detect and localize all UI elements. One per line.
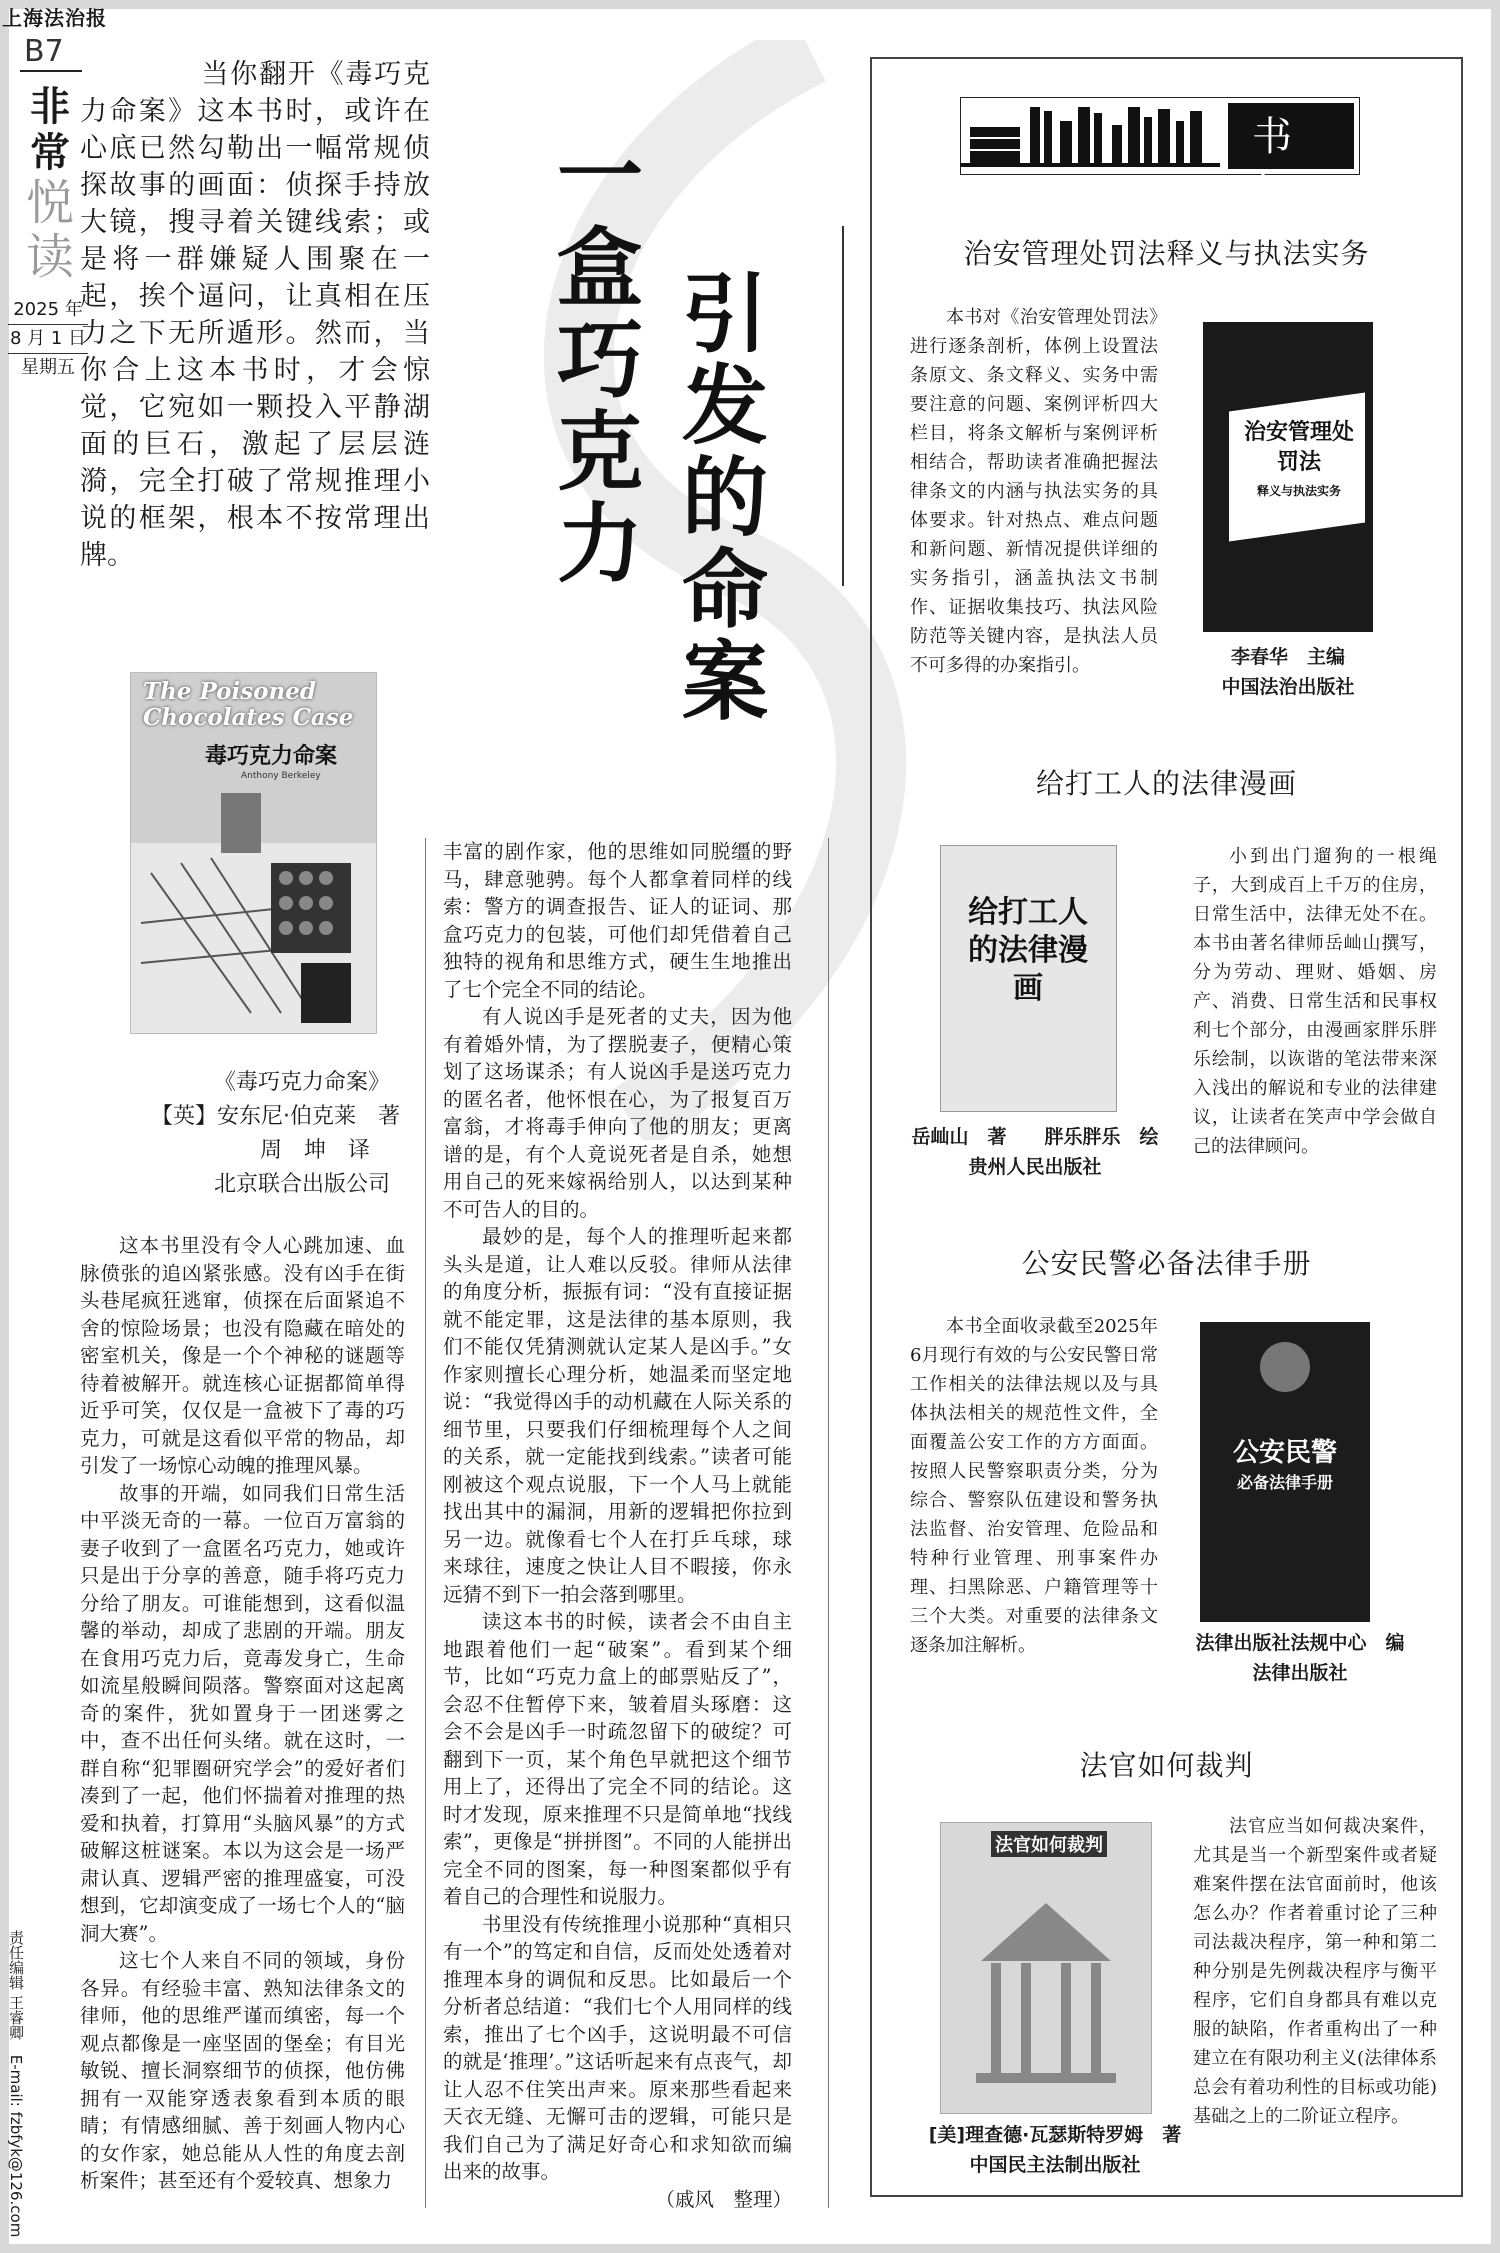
book-author: 【英】安东尼·伯克莱 著 xyxy=(151,1104,400,1129)
sidebar-book-3-title: 公安民警必备法律手册 xyxy=(1021,1247,1312,1280)
col2-paragraph-5: 书里没有传统推理小说那种“真相只有一个”的笃定和自信，反而处处透着对推理本身的调侃和反思。比如最后一个分析者总结道：“我们七个人用同样的线索，推出了七个凶手，这说明最不可信的就是‘推理’。”这话听起来有点丧气，却让人忍不住笑出声来。原来那些看起来天衣无缝、无懈可击的逻辑，可能只是我们自己为了满足好奇心和求知欲而编出来的故事。 xyxy=(443,1912,792,2183)
article-title-part2: 引发的命案 xyxy=(667,268,767,728)
cover-en-title: The Poisoned Chocolates Case xyxy=(143,678,354,731)
col2-paragraph-1: 丰富的剧作家，他的思维如同脱缰的野马，肆意驰骋。每个人都拿着同样的线索：警方的调查报告、证人的证词、那盒巧克力的包装，可他们却凭借着自己独特的视角和思维方式，硬生生地推出了七个完全不同的结论。 xyxy=(443,840,792,1001)
sidebar-book-1-desc xyxy=(910,303,1158,680)
sidebar-book-2-cover-title: 给打工人的法律漫画 xyxy=(968,895,1088,1006)
sidebar-book-1-cover-sub: 释义与执法实务 xyxy=(1256,484,1341,498)
sidebar-book-3-emblem xyxy=(1260,1342,1310,1392)
sidebar-book-3-author: 法律出版社法规中心 编 xyxy=(1195,1632,1405,1654)
sidebar-book-1-desc-text: 本书对《治安管理处罚法》进行逐条剖析，体例上设置法条原文、条文释义、实务中需要注意的问题、案例评析四大栏目，将条文解析与案例评析相结合，帮助读者准确把握法律条文的内涵与执法实务的具体要求。针对热点、难点问题和新问题、新情况提供详细的实务指引，涵盖执法文书制作、证据收集技巧、执法风险防范等关键内容，是执法人员不可多得的办案指引。 xyxy=(910,307,1158,676)
issue-year: 2025 年 xyxy=(13,299,83,320)
sidebar-book-1-title: 治安管理处罚法释义与执法实务 xyxy=(963,237,1370,270)
sidebar-book-1-caption xyxy=(1188,642,1388,702)
issue-day: 8 月 1 日 xyxy=(8,324,88,354)
sidebar-book-2-desc-text: 小到出门遛狗的一根绳子，大到成百上千万的住房，日常生活中，法律无处不在。本书由著名律师岳屾山撰写，分为劳动、理财、婚姻、房产、消费、日常生活和民事权利七个部分，由漫画家胖乐胖乐绘制，以诙谐的笔法带来深入浅出的解说和专业的法律建议，让读者在笑声中学会做自己的法律顾问。 xyxy=(1193,846,1437,1157)
article-column-1 xyxy=(80,1232,405,2195)
sidebar-book-1-cover xyxy=(1203,322,1373,632)
sidebar-book-4-desc xyxy=(1193,1812,1437,2131)
sidebar-book-2-desc xyxy=(1193,842,1437,1161)
sidebar-book-3-publisher: 法律出版社 xyxy=(1252,1662,1348,1684)
sidebar-book-4-desc-text: 法官应当如何裁决案件，尤其是当一个新型案件或者疑难案件摆在法官面前时，他该怎么办？作者着重讨论了三种司法裁决程序，第一种和第二种分别是先例裁决程序与衡平程序，它们自身都具有难以克服的缺陷，作者重构出了一种建立在有限功利主义(法律体系总会有着功利性的目标或功能)基础之上的二阶证立程序。 xyxy=(1193,1816,1437,2127)
article-column-2 xyxy=(443,838,792,2213)
col2-paragraph-4: 读这本书的时候，读者会不由自主地跟着他们一起“破案”。看到某个细节，比如“巧克力盒上的邮票贴反了”，会忍不住暂停下来，皱着眉头琢磨：这会不会是凶手一时疏忽留下的破绽？可翻到下一页，某个角色早就把这个细节用上了，还得出了完全不同的结论。这时才发现，原来推理不只是简单地“找线索”，更像是“拼拼图”。不同的人能拼出完全不同的图案，每一种图案都似乎有着自己的合理性和说服力。 xyxy=(443,1610,792,1908)
title-rule xyxy=(842,226,844,586)
col1-paragraph-3: 这七个人来自不同的领域，身份各异。有经验丰富、熟知法律条文的律师，他的思维严谨而缜密，每一个观点都像是一座坚固的堡垒；有目光敏锐、擅长洞察细节的侦探，他仿佛拥有一双能穿透表象看到本质的眼睛；有情感细腻、善于刻画人物内心的女作家，她总能从人性的角度去剖析案件；甚至还有个爱较真、想象力 xyxy=(80,1949,405,2192)
column-char-3: 悦 xyxy=(25,175,74,231)
book-cover-poisoned-chocolates xyxy=(130,672,377,1034)
sidebar-book-3-desc xyxy=(910,1312,1158,1660)
page-number: B7 xyxy=(24,34,64,69)
cover-author: Anthony Berkeley xyxy=(241,771,321,781)
col2-paragraph-2: 有人说凶手是死者的丈夫，因为他有着婚外情，为了摆脱妻子，便精心策划了这场谋杀；有人说凶手是送巧克力的匿名者，他怀恨在心，为了报复百万富翁，才将毒手伸向了他的朋友；更离谱的是，有个人竟说死者是自杀，她想用自己的死来嫁祸给别人，以达到某种不可告人的目的。 xyxy=(443,1005,792,1221)
sidebar-book-1-publisher: 中国法治出版社 xyxy=(1221,676,1355,698)
book-translator: 周 坤 译 xyxy=(259,1138,370,1163)
article-title-part1: 一盒巧克力 xyxy=(542,130,642,590)
byline: （戚风 整理） xyxy=(655,2187,792,2211)
sidebar-book-2-caption xyxy=(905,1122,1165,1182)
masthead: 上海法治报 xyxy=(2,6,107,30)
bookshelf-label: 书架 xyxy=(1252,114,1310,217)
col2-paragraph-3: 最妙的是，每个人的推理听起来都头头是道，让人难以反驳。律师从法律的角度分析，振振有词：“没有直接证据就不能定罪，这是法律的基本原则，我们不能仅凭猜测就认定某人是凶手。”女作家则擅长心理分析，她温柔而坚定地说：“我觉得凶手的动机藏在人际关系的细节里，只要我们仔细梳理每个人之间的关系，就一定能找到线索。”读者可能刚被这个观点说服，下一个人马上就能找出其中的漏洞，用新的逻辑把你拉到另一边。就像看七个人在打乒乓球，球来球往，速度之快让人目不暇接，你永远猜不到下一拍会落到哪里。 xyxy=(443,1225,792,1606)
editor-credit: 责任编辑 王睿卿 E-mail: fzbfyk@126.com xyxy=(7,1930,25,2238)
lead-paragraph xyxy=(80,56,430,574)
issue-date xyxy=(8,296,88,382)
sidebar-book-4-cover-title: 法官如何裁判 xyxy=(991,1831,1107,1857)
courthouse-illustration-icon xyxy=(971,1883,1121,2093)
gutter-rule xyxy=(20,70,82,72)
sidebar-book-3-cover-title: 公安民警 xyxy=(1232,1438,1337,1468)
sidebar-book-1-cover-title: 治安管理处罚法 xyxy=(1243,420,1354,475)
sidebar-book-2-title: 给打工人的法律漫画 xyxy=(1035,767,1297,800)
sidebar-book-4-author: [美]理查德·瓦瑟斯特罗姆 著 xyxy=(928,2124,1182,2146)
sidebar-book-3-cover-sub: 必备法律手册 xyxy=(1236,1473,1333,1492)
column-char-1: 非 xyxy=(30,84,70,130)
column-divider xyxy=(425,838,426,2208)
sidebar-book-2-publisher: 贵州人民出版社 xyxy=(968,1156,1102,1178)
book-publisher: 北京联合出版公司 xyxy=(213,1172,390,1197)
book-caption xyxy=(90,1066,400,1202)
sidebar-book-4-publisher: 中国民主法制出版社 xyxy=(969,2154,1141,2176)
sidebar-book-2-cover xyxy=(940,845,1117,1112)
book-title: 《毒巧克力命案》 xyxy=(213,1070,390,1095)
sidebar-book-1-author: 李春华 主编 xyxy=(1230,646,1345,668)
column-char-4: 读 xyxy=(25,229,74,285)
sidebar-book-3-desc-text: 本书全面收录截至2025年6月现行有效的与公安民警日常工作相关的法律法规以及与具体执法相关的规范性文件，全面覆盖公安工作的方方面面。按照人民警察职责分类，分为综合、警察队伍建设和警务执法监督、治安管理、危险品和特种行业管理、刑事案件办理、扫黑除恶、户籍管理等十三个大类。对重要的法律条文逐条加注解析。 xyxy=(910,1316,1158,1656)
col1-paragraph-2: 故事的开端，如同我们日常生活中平淡无奇的一幕。一位百万富翁的妻子收到了一盒匿名巧克力，她或许只是出于分享的善意，随手将巧克力分给了朋友。可谁能想到，这看似温馨的举动，却成了悲剧的开端。朋友在食用巧克力后，竟毒发身亡，生命如流星般瞬间陨落。警察面对这起离奇的案件，犹如置身于一团迷雾之中，查不出任何头绪。就在这时，一群自称“犯罪圈研究学会”的爱好者们凑到了一起，他们怀揣着对推理的热爱和执着，打算用“头脑风暴”的方式破解这桩谜案。本以为这会是一场严肃认真、逻辑严密的推理盛宴，可没想到，它却演变成了一场七个人的“脑洞大赛”。 xyxy=(80,1481,405,1945)
sidebar-book-4-caption xyxy=(905,2120,1205,2180)
bookshelf-header xyxy=(960,97,1360,217)
column-name xyxy=(22,84,78,284)
lead-text: 当你翻开《毒巧克力命案》这本书时，或许在心底已然勾勒出一幅常规侦探故事的画面：侦探手持放大镜，搜寻着关键线索；或是将一群嫌疑人围聚在一起，挨个逼问，让真相在压力之下无所遁形。然而，当你合上这本书时，才会惊觉，它宛如一颗投入平静湖面的巨石，激起了层层涟漪，完全打破了常规推理小说的框架，根本不按常理出牌。 xyxy=(80,59,430,571)
sidebar-book-4-title: 法官如何裁判 xyxy=(1079,1749,1254,1782)
column-char-2: 常 xyxy=(30,130,70,176)
issue-weekday: 星期五 xyxy=(21,357,75,378)
sidebar-book-4-cover xyxy=(940,1822,1152,2114)
column-divider-2 xyxy=(828,838,829,2208)
sidebar-book-3-caption xyxy=(1170,1628,1430,1688)
sidebar-book-3-cover xyxy=(1200,1322,1370,1622)
col1-paragraph-1: 这本书里没有令人心跳加速、血脉偾张的追凶紧张感。没有凶手在街头巷尾疯狂逃窜，侦探在后面紧追不舍的惊险场景；也没有隐藏在暗处的密室机关，像是一个个神秘的谜题等待着被解开。就连核心证据都简单得近乎可笑，仅仅是一盒被下了毒的巧克力，可就是这看似平常的物品，却引发了一场惊心动魄的推理风暴。 xyxy=(80,1234,405,1477)
sidebar-book-2-author: 岳屾山 著 胖乐胖乐 绘 xyxy=(911,1126,1159,1148)
cover-cn-title: 毒巧克力命案 xyxy=(205,744,338,769)
